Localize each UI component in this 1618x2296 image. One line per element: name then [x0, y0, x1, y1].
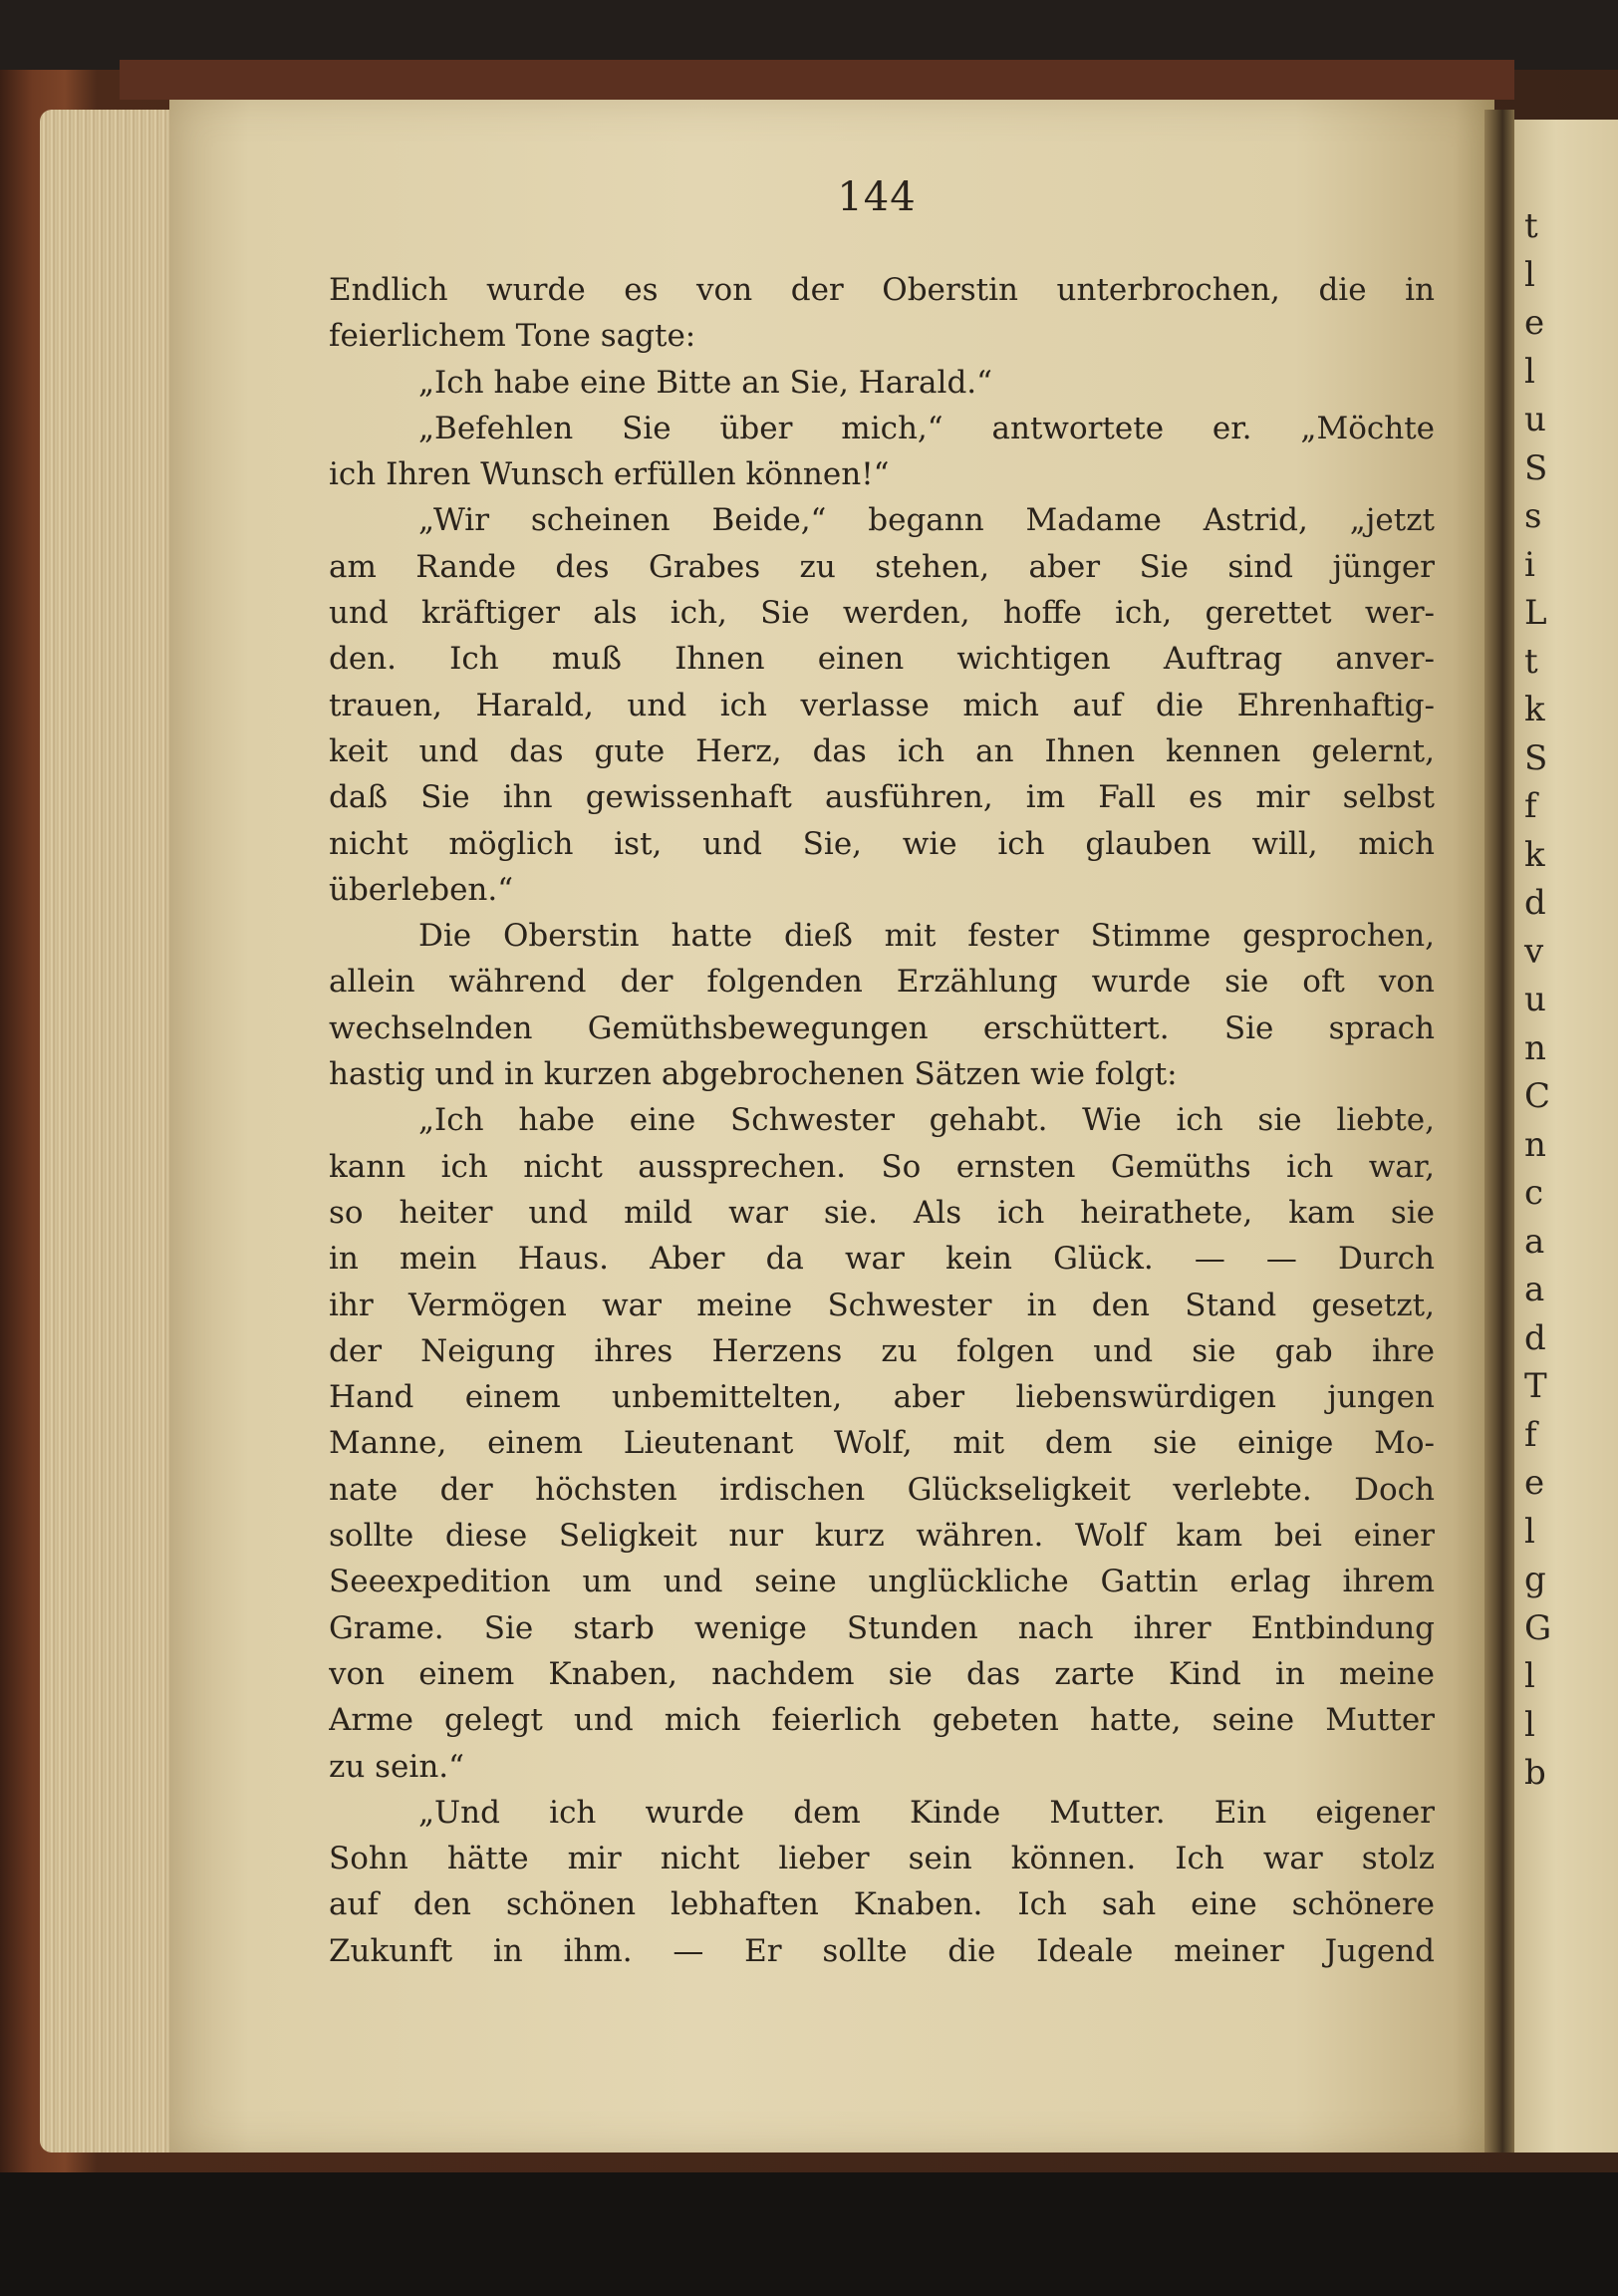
background-bottom [0, 2172, 1618, 2296]
facing-page-letter: c [1524, 1173, 1544, 1213]
text-line: sollte diese Seligkeit nur kurz währen. Wolf kam bei einer [329, 1518, 1435, 1555]
facing-page-letter: f [1524, 786, 1537, 826]
facing-page-letter: a [1524, 1270, 1545, 1309]
text-line: der Neigung ihres Herzens zu folgen und sie gab ihre [329, 1332, 1435, 1369]
facing-page-letter: C [1524, 1076, 1551, 1116]
facing-page-letter: a [1524, 1221, 1545, 1262]
text-line: von einem Knaben, nachdem sie das zarte Kind in meine [329, 1655, 1435, 1692]
facing-page-letter: l [1524, 1656, 1535, 1696]
facing-page-letter: i [1524, 544, 1535, 585]
facing-page-letter: S [1524, 737, 1548, 778]
text-line: Grame. Sie starb wenige Stunden nach ihrer Entbindung [329, 1609, 1435, 1646]
facing-page-letter: T [1524, 1366, 1547, 1406]
text-line: „Befehlen Sie über mich,“ antwortete er. „Möchte [418, 410, 1435, 446]
facing-page-letter: d [1524, 883, 1546, 923]
page-number: 144 [837, 174, 917, 220]
text-line: Sohn hätte mir nicht lieber sein können. Ich war stolz [329, 1841, 1435, 1877]
text-line: Manne, einem Lieutenant Wolf, mit dem sie einige Mo- [329, 1425, 1435, 1462]
facing-page-letter: f [1524, 1414, 1537, 1455]
facing-page-letter: k [1524, 690, 1545, 729]
facing-page-letter: n [1524, 1124, 1546, 1165]
facing-page-letter: b [1524, 1753, 1546, 1793]
text-line: Die Oberstin hatte dieß mit fester Stimme gesprochen, [418, 918, 1435, 955]
facing-page-letter: v [1524, 931, 1544, 972]
facing-page-letter: s [1524, 496, 1542, 536]
text-line: daß Sie ihn gewissenhaft ausführen, im Fall es mir selbst [329, 779, 1435, 816]
text-line: „Wir scheinen Beide,“ begann Madame Astrid, „jetzt [418, 502, 1435, 539]
facing-page [1514, 120, 1618, 2152]
facing-page-letter: t [1524, 641, 1538, 682]
facing-page-letter: G [1524, 1607, 1552, 1648]
facing-page-letter: S [1524, 447, 1548, 488]
text-line: „Und ich wurde dem Kinde Mutter. Ein eigener [418, 1794, 1435, 1831]
text-line: trauen, Harald, und ich verlasse mich auf die Ehrenhaftig- [329, 687, 1435, 723]
facing-page-letter: e [1524, 1463, 1545, 1503]
facing-page-letter: d [1524, 1317, 1546, 1358]
facing-page-letter: L [1524, 593, 1547, 633]
text-line: Hand einem unbemittelten, aber liebenswürdigen jungen [329, 1379, 1435, 1416]
cover-top-edge [120, 60, 1514, 100]
text-line: nate der höchsten irdischen Glückseligkeit verlebte. Doch [329, 1471, 1435, 1508]
text-line: auf den schönen lebhaften Knaben. Ich sah eine schönere [329, 1886, 1435, 1923]
text-line: in mein Haus. Aber da war kein Glück. — — Durch [329, 1241, 1435, 1278]
facing-page-letter: u [1524, 400, 1546, 439]
text-line: und kräftiger als ich, Sie werden, hoffe ich, gerettet wer- [329, 595, 1435, 632]
book-gutter [1484, 110, 1514, 2152]
text-line: Zukunft in ihm. — Er sollte die Ideale meiner Jugend [329, 1932, 1435, 1969]
page-edges [40, 110, 189, 2152]
text-line: nicht möglich ist, und Sie, wie ich glauben will, mich [329, 825, 1435, 862]
facing-page-letter: u [1524, 980, 1546, 1019]
text-line: so heiter und mild war sie. Als ich heirathete, kam sie [329, 1194, 1435, 1231]
text-line: ich Ihren Wunsch erfüllen können!“ [329, 456, 890, 493]
facing-page-letter: l [1524, 351, 1535, 392]
text-line: Seeexpedition um und seine unglückliche Gattin erlag ihrem [329, 1564, 1435, 1600]
facing-page-letter: l [1524, 1704, 1535, 1745]
text-line: wechselnden Gemüthsbewegungen erschüttert. Sie sprach [329, 1009, 1435, 1046]
text-line: „Ich habe eine Bitte an Sie, Harald.“ [418, 364, 992, 401]
text-line: „Ich habe eine Schwester gehabt. Wie ich sie liebte, [418, 1102, 1435, 1139]
facing-page-letter: l [1524, 254, 1535, 295]
text-line: Arme gelegt und mich feierlich gebeten hatte, seine Mutter [329, 1702, 1435, 1739]
text-line: am Rande des Grabes zu stehen, aber Sie sind jünger [329, 548, 1435, 585]
text-line: zu sein.“ [329, 1748, 464, 1785]
page-text [329, 267, 1435, 1974]
text-line: Endlich wurde es von der Oberstin unterbrochen, die in [329, 272, 1435, 308]
facing-page-letter: l [1524, 1511, 1535, 1552]
text-line: hastig und in kurzen abgebrochenen Sätzen wie folgt: [329, 1056, 1178, 1093]
facing-page-letter: t [1524, 206, 1538, 246]
facing-page-letter: e [1524, 303, 1545, 343]
text-line: ihr Vermögen war meine Schwester in den Stand gesetzt, [329, 1287, 1435, 1323]
text-line: kann ich nicht aussprechen. So ernsten Gemüths ich war, [329, 1148, 1435, 1185]
facing-page-letter: n [1524, 1027, 1546, 1068]
text-line: feierlichem Tone sagte: [329, 318, 696, 355]
text-line: allein während der folgenden Erzählung wurde sie oft von [329, 964, 1435, 1001]
facing-page-letter: k [1524, 834, 1545, 875]
text-line: keit und das gute Herz, das ich an Ihnen kennen gelernt, [329, 732, 1435, 769]
text-line: den. Ich muß Ihnen einen wichtigen Auftrag anver- [329, 641, 1435, 678]
text-line: überleben.“ [329, 871, 514, 908]
facing-page-letter: g [1524, 1560, 1546, 1599]
